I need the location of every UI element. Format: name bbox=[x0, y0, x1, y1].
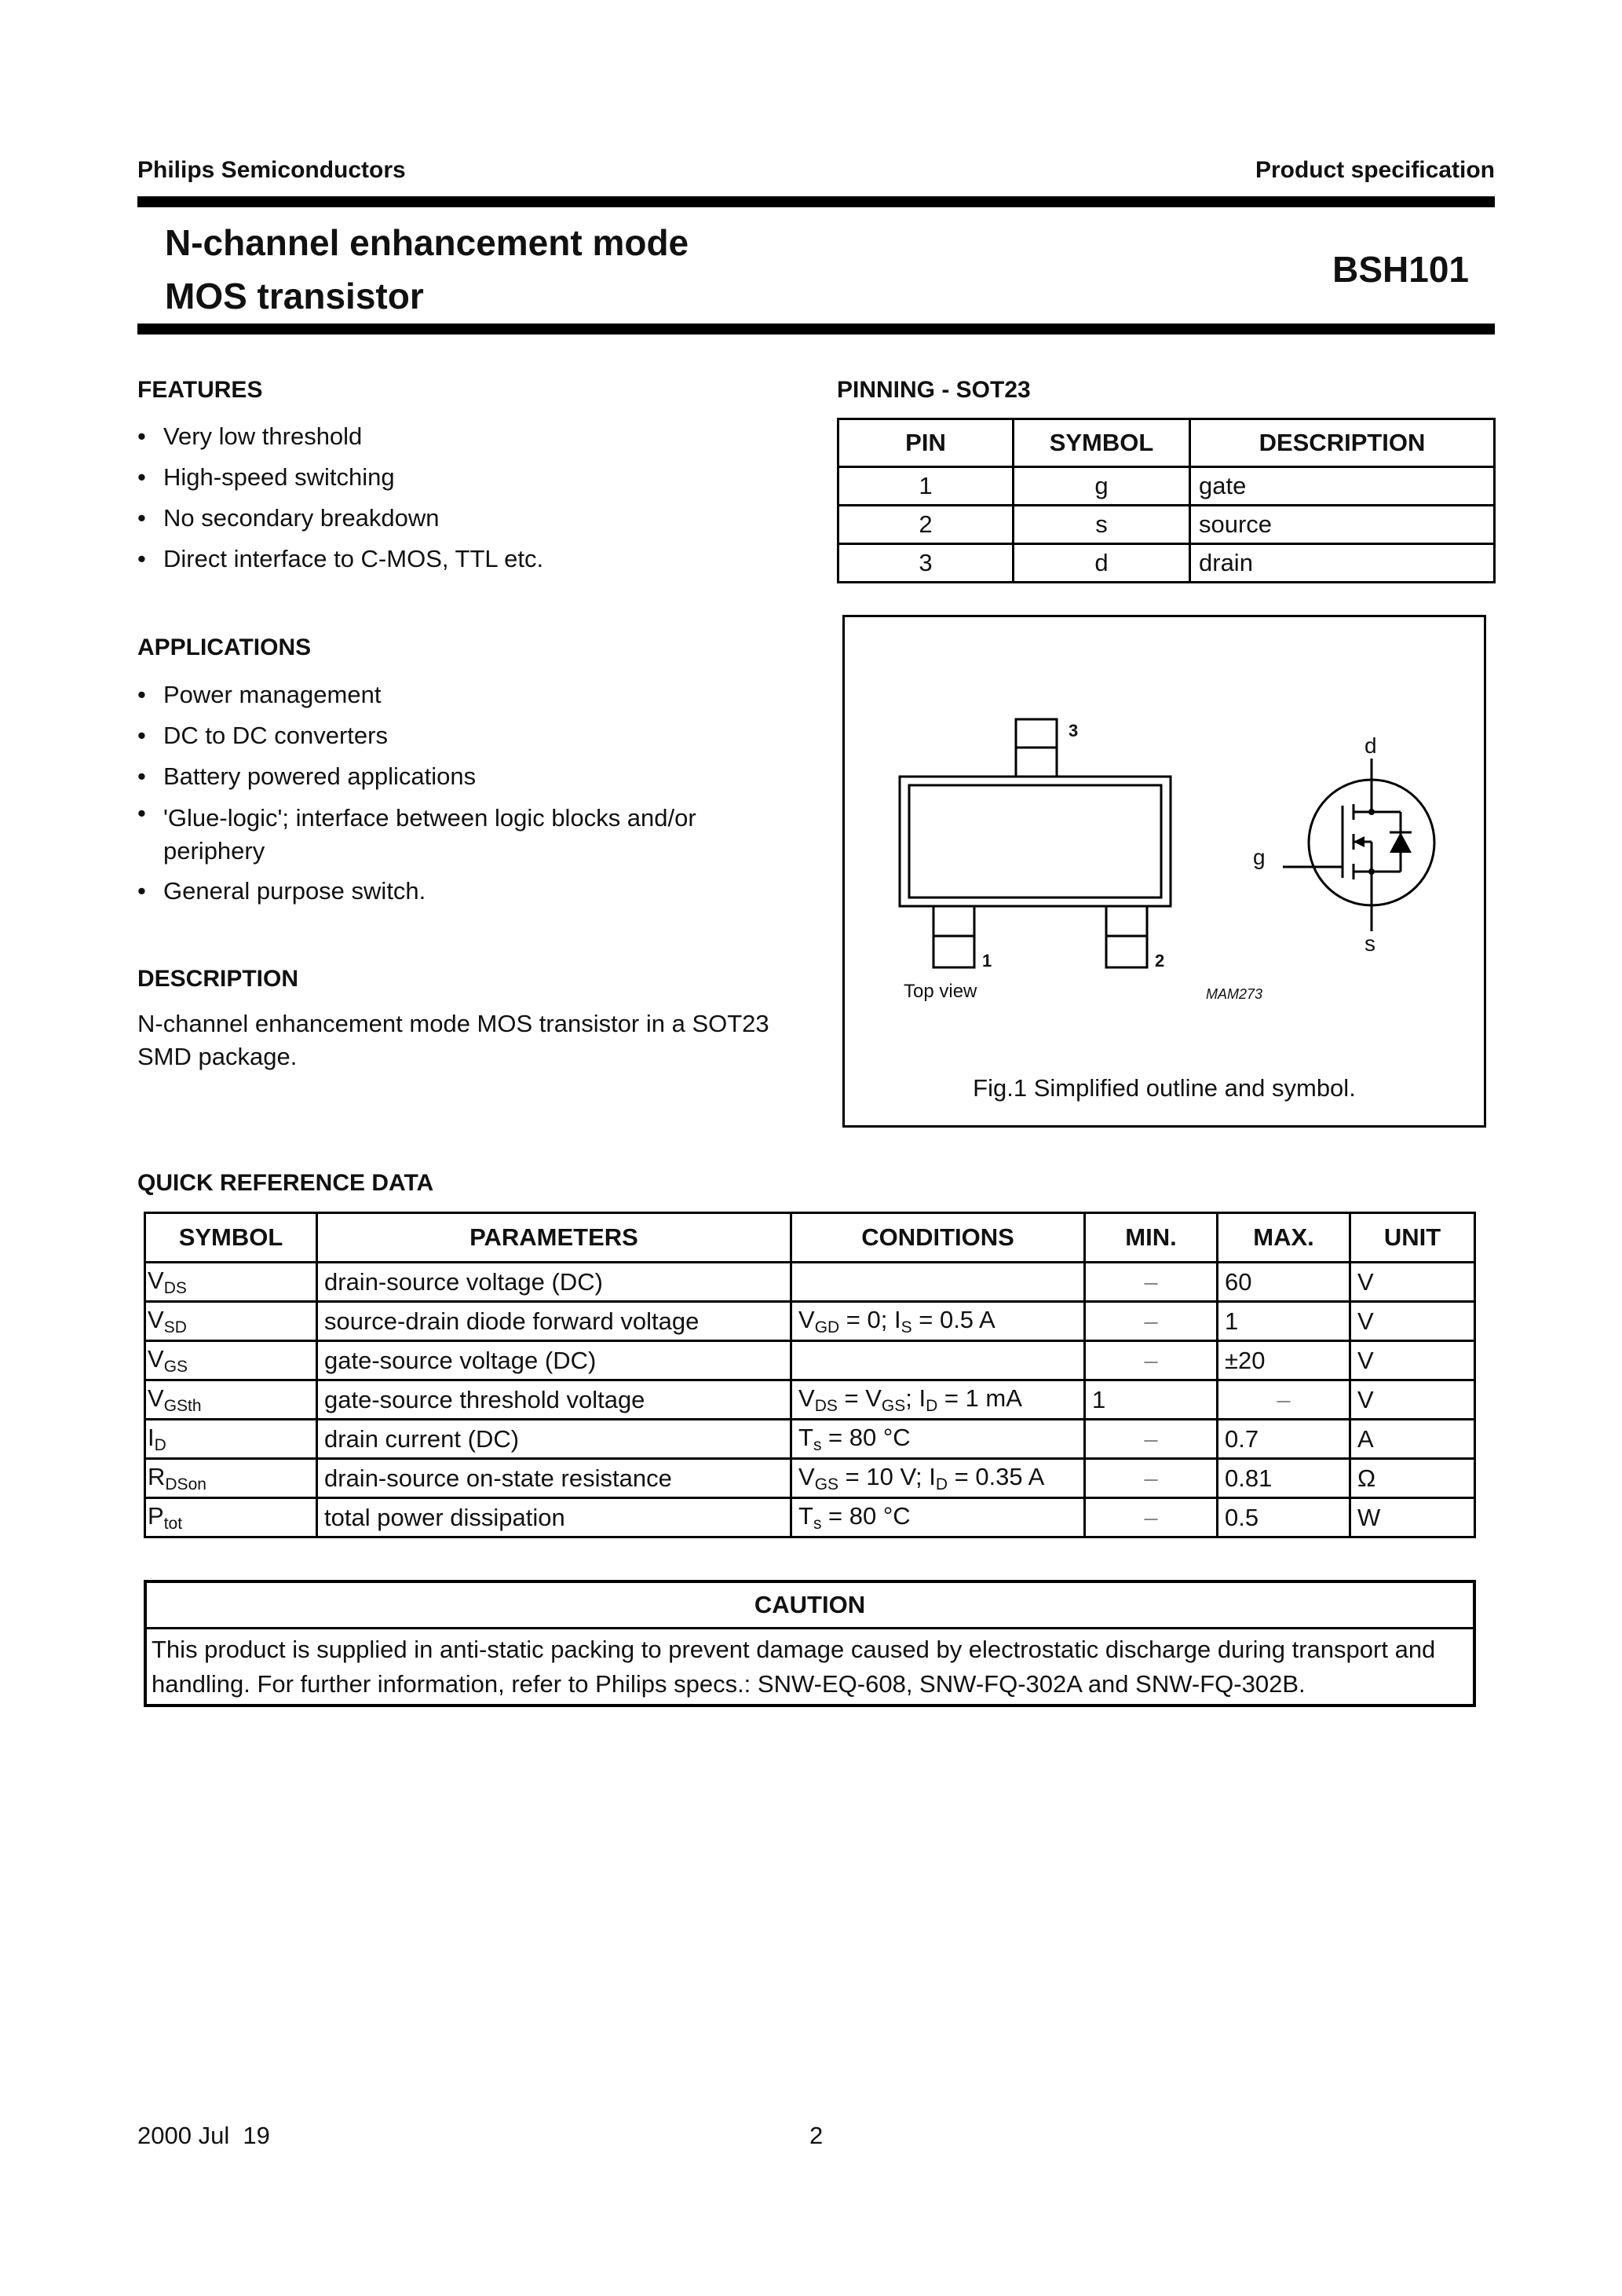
table-row bbox=[145, 1302, 1475, 1341]
list-item: • High-speed switching bbox=[137, 457, 813, 498]
parameter-cell: drain current (DC) bbox=[317, 1420, 791, 1459]
caution-title: CAUTION bbox=[147, 1583, 1473, 1629]
table-row bbox=[838, 506, 1495, 544]
max-cell: 1 bbox=[1218, 1302, 1350, 1341]
table-row bbox=[145, 1498, 1475, 1537]
table-row bbox=[145, 1420, 1475, 1459]
min-cell: – bbox=[1085, 1263, 1218, 1302]
symbol-cell: $V_{DS}$ bbox=[145, 1263, 317, 1302]
package-body-inner bbox=[909, 785, 1161, 898]
min-cell: – bbox=[1085, 1302, 1218, 1341]
unit-cell: W bbox=[1350, 1498, 1475, 1537]
symbol-cell: s bbox=[1014, 506, 1190, 544]
description-text: N-channel enhancement mode MOS transistor in a SOT23 SMD package. bbox=[137, 1010, 769, 1070]
mosfet-symbol bbox=[1283, 759, 1434, 931]
min-cell: – bbox=[1085, 1459, 1218, 1498]
max-cell: 60 bbox=[1218, 1263, 1350, 1302]
symbol-cell: $V_{SD}$ bbox=[145, 1302, 317, 1341]
document-type: Product specification bbox=[1255, 157, 1495, 183]
package-outline-diagram bbox=[845, 617, 1484, 1125]
symbol-cell: $V_{GS}$ bbox=[145, 1341, 317, 1380]
column-header: SYMBOL bbox=[145, 1213, 317, 1263]
list-item: • DC to DC converters bbox=[137, 715, 765, 756]
diode-triangle bbox=[1390, 832, 1412, 853]
table-row bbox=[838, 544, 1495, 583]
title-rule bbox=[137, 324, 1495, 335]
symbol-cell: $P_{tot}$ bbox=[145, 1498, 317, 1537]
column-header: PARAMETERS bbox=[317, 1213, 791, 1263]
pin-cell: 1 bbox=[838, 467, 1014, 506]
parameter-cell: total power dissipation bbox=[317, 1498, 791, 1537]
title-line-1: N-channel enhancement mode bbox=[165, 222, 689, 263]
symbol-cell: $I_D$ bbox=[145, 1420, 317, 1459]
max-cell: 0.5 bbox=[1218, 1498, 1350, 1537]
table-row bbox=[145, 1380, 1475, 1420]
model-number: BSH101 bbox=[1332, 249, 1469, 290]
condition-cell: $V_{DS} = V_{GS}$; $I_D = 1$ mA bbox=[791, 1380, 1085, 1420]
column-header: DESCRIPTION bbox=[1190, 419, 1495, 467]
max-cell: 0.81 bbox=[1218, 1459, 1350, 1498]
column-header: MAX. bbox=[1218, 1213, 1350, 1263]
condition-cell bbox=[791, 1263, 1085, 1302]
page-number: 2 bbox=[809, 2122, 824, 2149]
min-cell: 1 bbox=[1085, 1380, 1218, 1420]
unit-cell: Ω bbox=[1350, 1459, 1475, 1498]
features-list bbox=[137, 416, 813, 579]
figure-code: MAM273 bbox=[1206, 986, 1263, 1002]
condition-cell: $V_{GS} = 10$ V; $I_D = 0.35$ A bbox=[791, 1459, 1085, 1498]
parameter-cell: gate-source threshold voltage bbox=[317, 1380, 791, 1420]
description-cell: source bbox=[1190, 506, 1495, 544]
max-cell: ±20 bbox=[1218, 1341, 1350, 1380]
channel-arrow bbox=[1353, 836, 1364, 847]
max-cell: – bbox=[1218, 1380, 1350, 1420]
drain-label: d bbox=[1364, 733, 1377, 758]
header-rule bbox=[137, 196, 1495, 207]
unit-cell: A bbox=[1350, 1420, 1475, 1459]
min-cell: – bbox=[1085, 1341, 1218, 1380]
column-header: CONDITIONS bbox=[791, 1213, 1085, 1263]
min-cell: – bbox=[1085, 1420, 1218, 1459]
unit-cell: V bbox=[1350, 1302, 1475, 1341]
parameter-cell: drain-source on-state resistance bbox=[317, 1459, 791, 1498]
parameter-cell: drain-source voltage (DC) bbox=[317, 1263, 791, 1302]
list-item: • Very low threshold bbox=[137, 416, 813, 457]
applications-title: APPLICATIONS bbox=[137, 634, 312, 660]
footer-date: 2000 Jul 19 bbox=[137, 2122, 270, 2149]
description-cell: drain bbox=[1190, 544, 1495, 583]
column-header: SYMBOL bbox=[1014, 419, 1190, 467]
package-body bbox=[900, 777, 1171, 906]
condition-cell bbox=[791, 1341, 1085, 1380]
description-cell: gate bbox=[1190, 467, 1495, 506]
list-item: • Direct interface to C-MOS, TTL etc. bbox=[137, 539, 813, 579]
source-label: s bbox=[1364, 931, 1375, 956]
quick-reference-table bbox=[144, 1212, 1476, 1538]
parameter-cell: gate-source voltage (DC) bbox=[317, 1341, 791, 1380]
symbol-cell: $V_{GSth}$ bbox=[145, 1380, 317, 1420]
list-item: • Power management bbox=[137, 675, 765, 715]
pin-2-label: 2 bbox=[1155, 951, 1165, 971]
figure-caption: Fig.1 Simplified outline and symbol. bbox=[973, 1074, 1356, 1102]
qrd-title: QUICK REFERENCE DATA bbox=[137, 1170, 434, 1196]
column-header: MIN. bbox=[1085, 1213, 1218, 1263]
top-view-label: Top view bbox=[904, 981, 977, 1002]
condition-cell: $V_{GD} = 0$; $I_S = 0.5$ A bbox=[791, 1302, 1085, 1341]
table-row bbox=[145, 1459, 1475, 1498]
unit-cell: V bbox=[1350, 1380, 1475, 1420]
list-item: • 'Glue-logic'; interface between logic blocks and/or periphery bbox=[137, 797, 765, 871]
pin-cell: 3 bbox=[838, 544, 1014, 583]
pin-cell: 2 bbox=[838, 506, 1014, 544]
condition-cell: $T_s = 80$ °C bbox=[791, 1498, 1085, 1537]
min-cell: – bbox=[1085, 1498, 1218, 1537]
caution-text: This product is supplied in anti-static packing to prevent damage caused by electrostatic discharge during transport and handling. For further information, refer to Philips specs.: SNW-EQ-608, SNW-FQ-302A and SNW-FQ-302B. bbox=[152, 1636, 1436, 1698]
description-title: DESCRIPTION bbox=[137, 966, 299, 992]
title-line-2: MOS transistor bbox=[165, 276, 424, 316]
list-item: • Battery powered applications bbox=[137, 756, 765, 797]
unit-cell: V bbox=[1350, 1263, 1475, 1302]
column-header: PIN bbox=[838, 419, 1014, 467]
company-name: Philips Semiconductors bbox=[137, 157, 406, 183]
symbol-cell: g bbox=[1014, 467, 1190, 506]
pin-3-label: 3 bbox=[1069, 721, 1079, 740]
figure-box bbox=[842, 615, 1486, 1128]
pin-1-label: 1 bbox=[982, 951, 992, 971]
symbol-cell: $R_{DSon}$ bbox=[145, 1459, 317, 1498]
table-row bbox=[145, 1341, 1475, 1380]
list-item: • No secondary breakdown bbox=[137, 498, 813, 539]
condition-cell: $T_s = 80$ °C bbox=[791, 1420, 1085, 1459]
symbol-cell: d bbox=[1014, 544, 1190, 583]
unit-cell: V bbox=[1350, 1341, 1475, 1380]
table-row bbox=[145, 1263, 1475, 1302]
features-title: FEATURES bbox=[137, 377, 263, 403]
applications-list bbox=[137, 675, 765, 912]
max-cell: 0.7 bbox=[1218, 1420, 1350, 1459]
caution-box bbox=[144, 1580, 1476, 1707]
list-item: • General purpose switch. bbox=[137, 871, 765, 912]
parameter-cell: source-drain diode forward voltage bbox=[317, 1302, 791, 1341]
column-header: UNIT bbox=[1350, 1213, 1475, 1263]
pinning-title: PINNING - SOT23 bbox=[837, 377, 1031, 403]
table-row bbox=[838, 467, 1495, 506]
pinning-table bbox=[837, 418, 1496, 583]
gate-label: g bbox=[1253, 845, 1266, 869]
